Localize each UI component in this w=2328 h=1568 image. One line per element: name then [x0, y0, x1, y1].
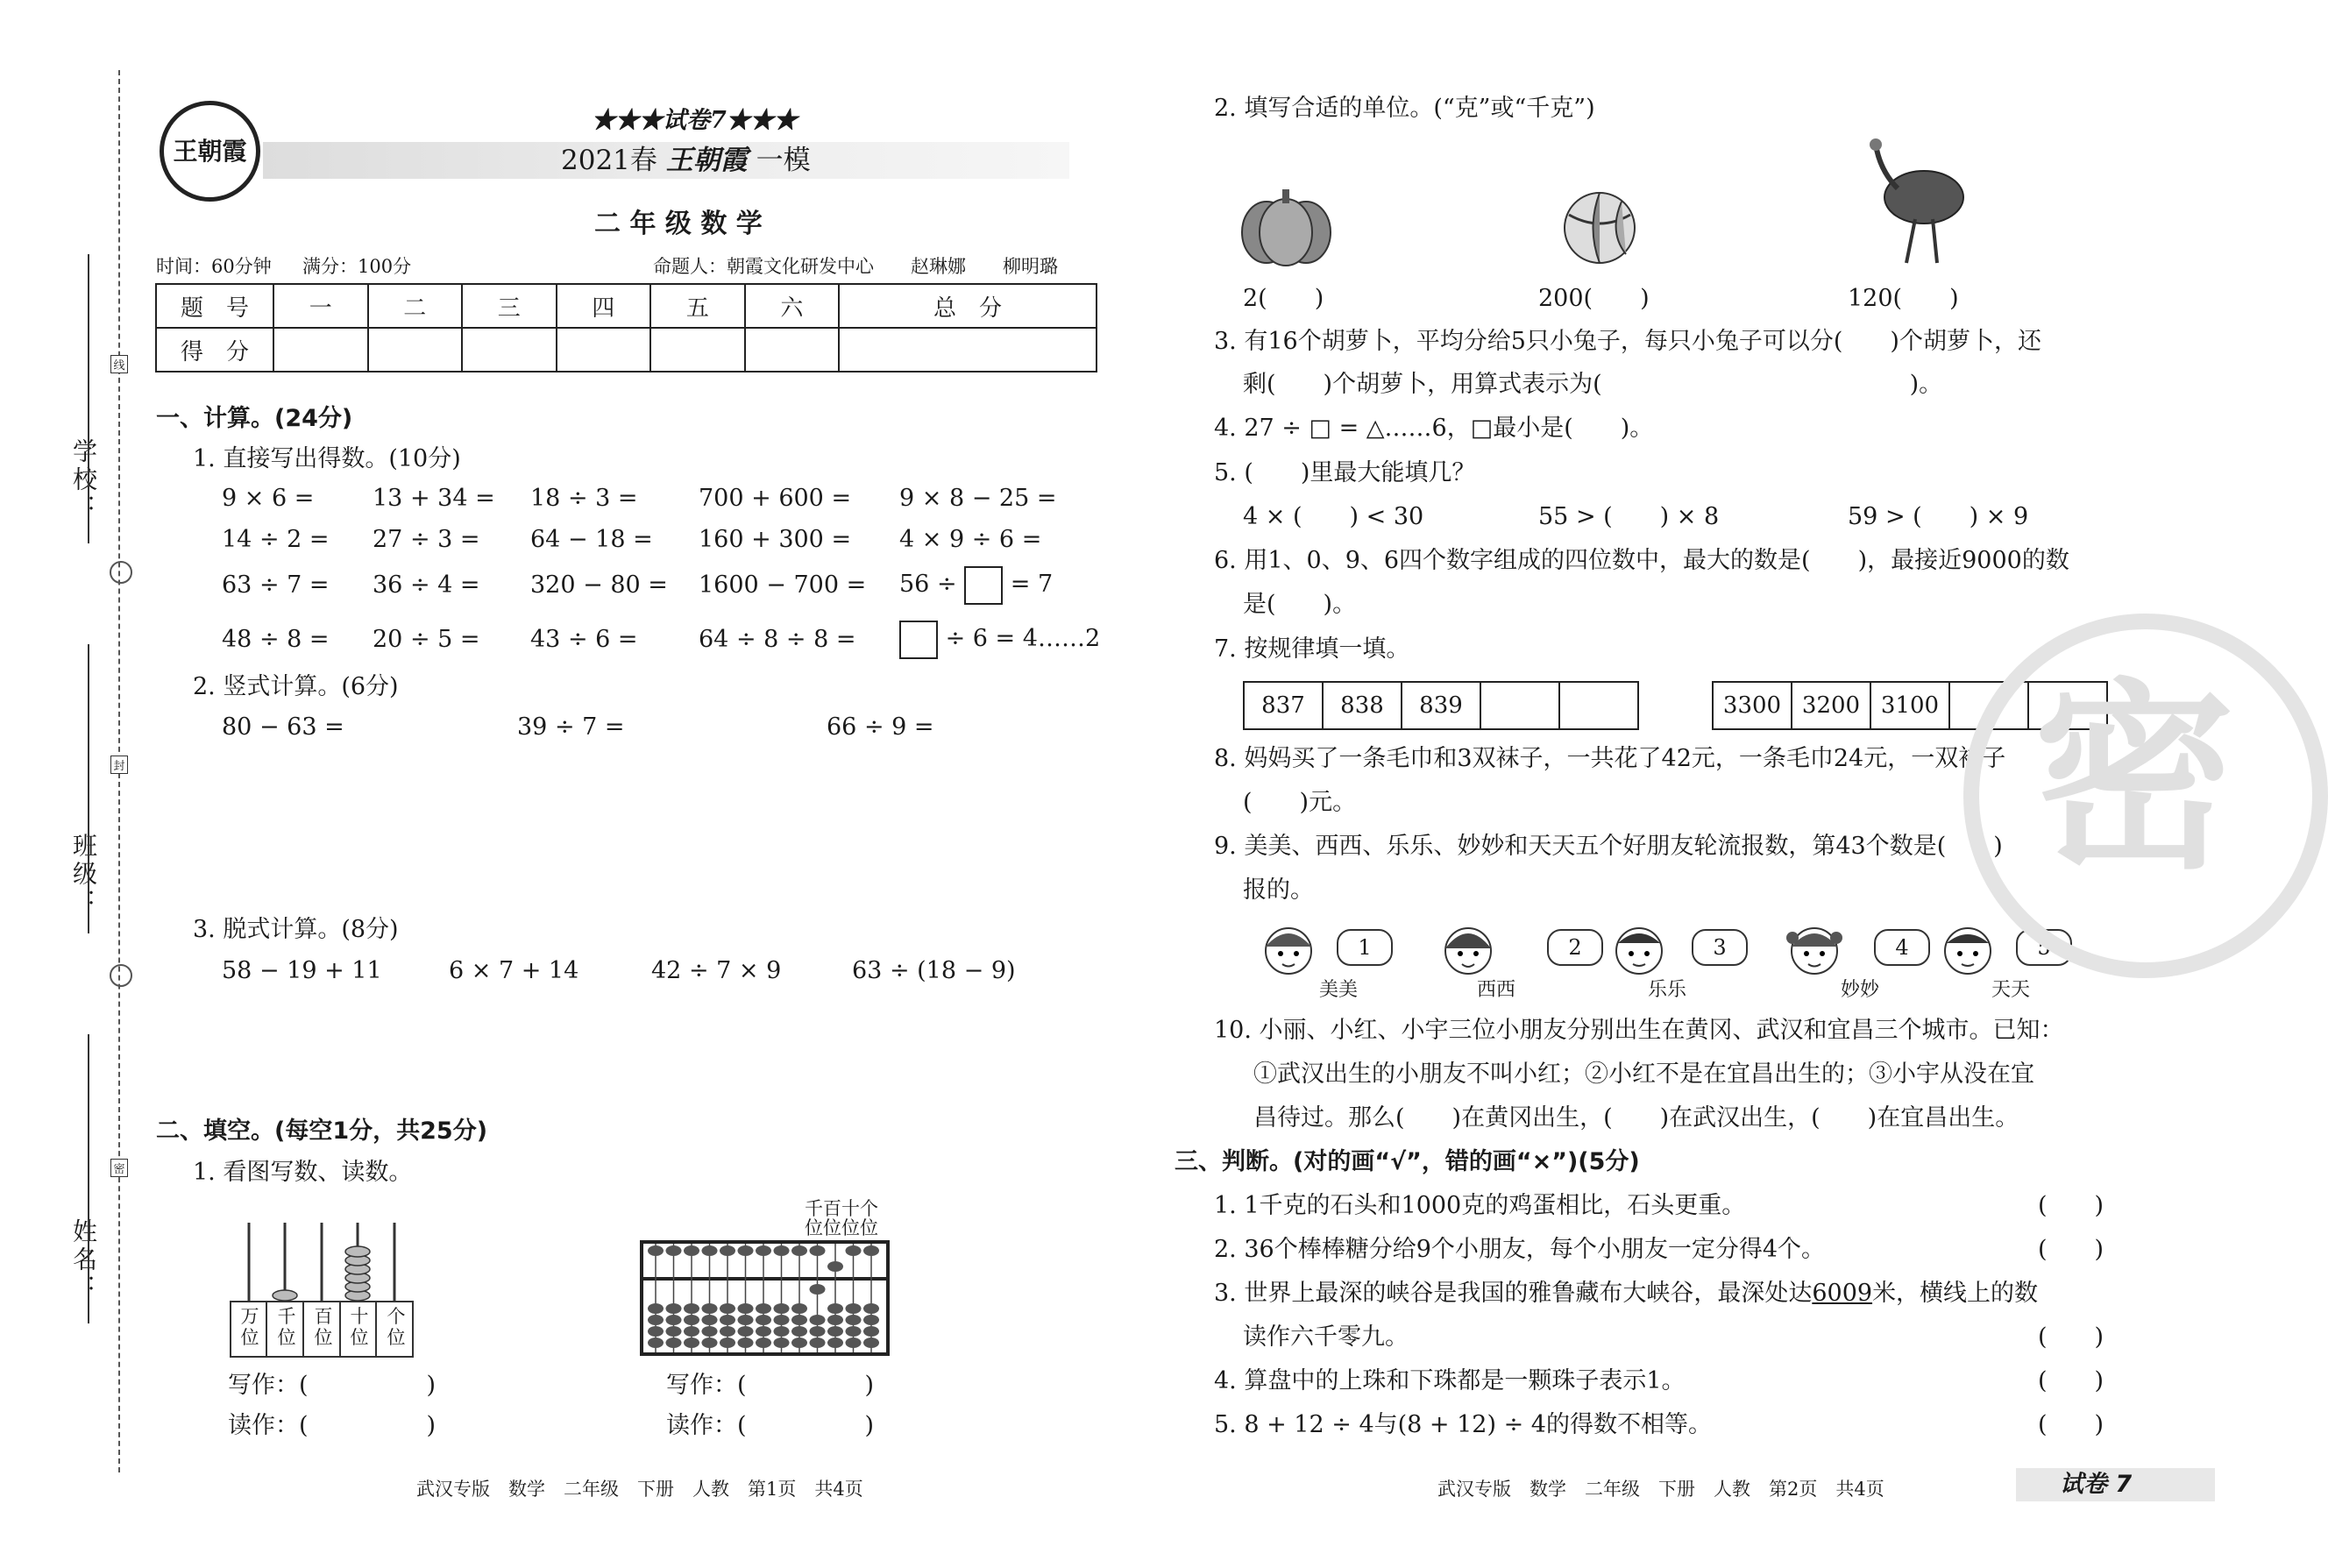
abacus-bead	[738, 1337, 754, 1348]
full-score: 满分：100分	[302, 256, 412, 277]
abacus-bead	[720, 1303, 735, 1314]
name-label: 姓名：	[69, 1218, 98, 1302]
kid-name: 妙妙	[1841, 979, 1880, 1001]
pumpkin-drawing	[1240, 184, 1332, 267]
exam-title	[561, 145, 811, 176]
abacus-bead	[756, 1337, 771, 1348]
compare-item: 55 > ( ) × 8	[1538, 503, 1720, 530]
binding-dot-2	[110, 964, 132, 987]
judge-item-3-tail: 米，横线上的数	[1872, 1280, 2039, 1307]
abacus-bead	[684, 1245, 699, 1256]
abacus-bead	[666, 1303, 682, 1314]
kid-name: 西西	[1477, 979, 1516, 1001]
abacus-bead	[666, 1326, 682, 1337]
abacus-bead	[720, 1326, 735, 1337]
sequence-blank[interactable]	[1480, 682, 1559, 729]
class-line	[88, 644, 89, 933]
abacus-bead	[863, 1303, 879, 1314]
calc-item: 64 ÷ 8 ÷ 8 =	[699, 626, 856, 653]
judge-answer-3[interactable]: ( )	[2038, 1323, 2104, 1351]
brand-logo	[160, 101, 260, 202]
abacus-bead	[774, 1315, 790, 1325]
footer-badge-text: 试卷 7	[2060, 1471, 2133, 1498]
calc-item: 43 ÷ 6 =	[530, 626, 638, 653]
calc-item: 64 − 18 =	[530, 526, 653, 553]
footer-right: 武汉专版 数学 二年级 下册 人教 第2页 共4页	[1437, 1479, 1884, 1500]
abacus-bead	[791, 1303, 807, 1314]
score-input-cell[interactable]	[650, 328, 745, 372]
school-label: 学校：	[69, 438, 98, 522]
sequence-cell: 3100	[1870, 682, 1949, 729]
section1-title: 一、计算。(24分)	[156, 405, 353, 432]
number-bubble: 1	[1337, 929, 1393, 966]
kid-name: 美美	[1319, 979, 1359, 1001]
s2-q6-line2: 是( )。	[1243, 591, 1357, 618]
vertical-calc-item: 39 ÷ 7 =	[517, 713, 625, 741]
s2-q8-line1: 8. 妈妈买了一条毛巾和3双袜子，一共花了42元，一条毛巾24元，一双袜子	[1214, 745, 2006, 772]
sequence-cell: 839	[1402, 682, 1480, 729]
place-label: 万 位	[240, 1306, 259, 1348]
abacus-drawing	[640, 1240, 890, 1356]
abacus-place-header: 千百十个	[805, 1198, 878, 1219]
abacus-bead	[846, 1337, 862, 1348]
abacus-bead	[810, 1337, 826, 1348]
abacus-bead	[756, 1326, 771, 1337]
abacus-bead	[648, 1315, 664, 1325]
number-bubble: 5	[2016, 929, 2072, 966]
brand-logo-text: 王朝霞	[173, 137, 247, 166]
number-bubble: 4	[1874, 929, 1930, 966]
judge-item-5: 5. 8 + 12 ÷ 4与(8 + 12) ÷ 4的得数不相等。	[1214, 1411, 1712, 1438]
abacus-bead	[738, 1245, 754, 1256]
score-input-cell[interactable]	[557, 328, 651, 372]
calc-item: 9 × 8 − 25 =	[899, 485, 1057, 512]
s2-q4: 4. 27 ÷ □ = △……6，□最小是( )。	[1214, 415, 1654, 442]
calc-item: 13 + 34 =	[373, 485, 495, 512]
exam-title-suffix: 一模	[756, 145, 811, 176]
abacus-bead	[810, 1245, 826, 1256]
ostrich-drawing	[1849, 136, 1972, 267]
class-label: 班级：	[69, 833, 98, 917]
read-field-1[interactable]: 读作：( )	[228, 1412, 436, 1439]
abacus-bead	[738, 1303, 754, 1314]
ball-image	[1560, 188, 1639, 271]
authors: 命题人：朝霞文化研发中心 赵琳娜 柳明璐	[653, 256, 1058, 277]
abacus-bead	[774, 1303, 790, 1314]
q3-title: 3. 脱式计算。(8分)	[193, 916, 399, 943]
abacus-bead	[738, 1326, 754, 1337]
kid-face-icon	[1258, 920, 1319, 990]
ostrich-image	[1849, 136, 1972, 271]
abacus-bead	[827, 1326, 843, 1337]
calc-item: 20 ÷ 5 =	[373, 626, 480, 653]
score-cell: 题 号	[156, 284, 273, 328]
name-line	[88, 1034, 89, 1323]
step-calc-item: 42 ÷ 7 × 9	[651, 957, 782, 984]
abacus-bead	[738, 1315, 754, 1325]
judge-item-2: 2. 36个棒棒糖分给9个小朋友，每个小朋友一定分得4个。	[1214, 1236, 1826, 1263]
kid-miaomiao	[1784, 920, 1845, 994]
calc-item: 27 ÷ 3 =	[373, 526, 480, 553]
calc-item: 36 ÷ 4 =	[373, 571, 480, 599]
judge-answer-4[interactable]: ( )	[2038, 1367, 2104, 1394]
binding-dot-1	[110, 561, 132, 584]
compare-item: 59 > ( ) × 9	[1848, 503, 2029, 530]
abacus-bead	[702, 1326, 718, 1337]
calc-item-text: ÷ 6 = 4……2	[945, 625, 1101, 652]
abacus-bead	[846, 1315, 862, 1325]
calc-item: 4 × 9 ÷ 6 =	[899, 526, 1042, 553]
abacus-bead	[774, 1326, 790, 1337]
abacus-place-header: 位位位位	[805, 1217, 878, 1238]
score-input-cell[interactable]	[462, 328, 557, 372]
abacus-bead	[720, 1315, 735, 1325]
s2-q10-line3: 昌待过。那么( )在黄冈出生，( )在武汉出生，( )在宜昌出生。	[1253, 1104, 2019, 1132]
abacus-bead	[827, 1303, 843, 1314]
abacus-bead	[791, 1337, 807, 1348]
abacus-bead	[810, 1284, 826, 1295]
s2-q7-title: 7. 按规律填一填。	[1214, 635, 1410, 663]
judge-item-3-text: 3. 世界上最深的峡谷是我国的雅鲁藏布大峡谷，最深处达	[1214, 1280, 1813, 1307]
calc-item: 9 × 6 =	[222, 485, 315, 512]
judge-item-3	[1214, 1280, 2038, 1308]
abacus-bead	[684, 1326, 699, 1337]
calc-item: 160 + 300 =	[699, 526, 852, 553]
abacus-bead	[684, 1315, 699, 1325]
kid-meimei	[1258, 920, 1319, 994]
judge-answer-5[interactable]: ( )	[2038, 1411, 2104, 1438]
calc-item: 18 ÷ 3 =	[530, 485, 638, 512]
abacus-bead	[791, 1245, 807, 1256]
sequence-cell: 838	[1323, 682, 1402, 729]
ball-drawing	[1560, 188, 1639, 267]
exam-title-prefix: 2021春	[561, 145, 657, 176]
s2-q8-line2: ( )元。	[1243, 789, 1357, 816]
abacus-bead	[702, 1303, 718, 1314]
pumpkin-image	[1240, 184, 1332, 271]
abacus-bead	[756, 1245, 771, 1256]
abacus-bead	[720, 1245, 735, 1256]
score-cell: 总 分	[839, 284, 1097, 328]
abacus-bead	[791, 1315, 807, 1325]
abacus-bead	[684, 1337, 699, 1348]
calc-item: 63 ÷ 7 =	[222, 571, 330, 599]
calc-item: 320 − 80 =	[530, 571, 668, 599]
place-label: 个 位	[387, 1306, 406, 1348]
s2-q1-title: 1. 看图写数、读数。	[193, 1159, 413, 1186]
abacus-bead	[774, 1245, 790, 1256]
kid-face-icon	[1937, 920, 1998, 990]
place-label: 十 位	[350, 1306, 369, 1348]
score-cell: 五	[650, 284, 745, 328]
abacus-bead	[863, 1315, 879, 1325]
s2-q5-title: 5. ( )里最大能填几？	[1214, 459, 1476, 486]
calc-item: 14 ÷ 2 =	[222, 526, 330, 553]
abacus-bead	[648, 1337, 664, 1348]
vertical-calc-item: 66 ÷ 9 =	[827, 713, 934, 741]
score-cell: 三	[462, 284, 557, 328]
school-line	[88, 254, 89, 543]
sequence-cell: 3200	[1792, 682, 1870, 729]
q1-title: 1. 直接写出得数。(10分)	[193, 445, 461, 472]
sequence-table-1	[1243, 681, 1639, 730]
abacus-bead	[648, 1303, 664, 1314]
judge-answer-1[interactable]: ( )	[2038, 1192, 2104, 1219]
step-calc-item: 6 × 7 + 14	[449, 957, 579, 984]
number-bubble: 2	[1547, 929, 1603, 966]
judge-item-3-line2: 读作六千零九。	[1243, 1323, 1409, 1351]
abacus-bead	[827, 1261, 843, 1272]
sequence-blank[interactable]	[1559, 682, 1638, 729]
answer-box[interactable]	[899, 621, 938, 659]
kid-name: 天天	[1991, 979, 2031, 1001]
abacus-bead	[846, 1303, 862, 1314]
score-input-cell[interactable]	[273, 328, 368, 372]
s2-q3-line1: 3. 有16个胡萝卜，平均分给5只小兔子，每只小兔子可以分( )个胡萝卜，还	[1214, 328, 2041, 355]
abacus-bead	[666, 1245, 682, 1256]
kid-face-icon	[1784, 920, 1845, 990]
calc-item: 700 + 600 =	[699, 485, 852, 512]
s2-q9-line1: 9. 美美、西西、乐乐、妙妙和天天五个好朋友轮流报数，第43个数是( )	[1214, 833, 2003, 860]
place-label: 百 位	[314, 1306, 333, 1348]
abacus-bead	[774, 1337, 790, 1348]
abacus-bead	[702, 1337, 718, 1348]
calc-item-box	[899, 620, 1100, 659]
abacus-bead	[827, 1337, 843, 1348]
binding-mark-secret: 密	[110, 1159, 128, 1177]
score-cell: 六	[745, 284, 840, 328]
calc-item-text: 56 ÷	[899, 571, 957, 598]
abacus-bead	[756, 1303, 771, 1314]
read-field-2[interactable]: 读作：( )	[666, 1412, 875, 1439]
score-cell: 一	[273, 284, 368, 328]
abacus-bead	[863, 1337, 879, 1348]
abacus-bead	[846, 1326, 862, 1337]
s2-q6-line1: 6. 用1、0、9、6四个数字组成的四位数中，最大的数是( )，最接近9000的数	[1214, 547, 2069, 574]
q2-title: 2. 竖式计算。(6分)	[193, 673, 399, 700]
abacus-bead	[810, 1326, 826, 1337]
time-limit: 时间：60分钟	[156, 256, 272, 277]
unit-item: 120( )	[1848, 285, 1959, 312]
footer-left: 武汉专版 数学 二年级 下册 人教 第1页 共4页	[416, 1479, 863, 1500]
judge-answer-2[interactable]: ( )	[2038, 1236, 2104, 1263]
abacus-bead	[666, 1315, 682, 1325]
score-cell: 四	[557, 284, 651, 328]
binding-mark-seal: 封	[110, 756, 128, 774]
sequence-cell: 837	[1244, 682, 1323, 729]
place-label: 千 位	[277, 1306, 296, 1348]
abacus	[640, 1240, 890, 1356]
vertical-calc-item: 80 − 63 =	[222, 713, 344, 741]
s2-q2-title: 2. 填写合适的单位。(“克”或“千克”)	[1214, 95, 1595, 122]
abacus-bead	[720, 1337, 735, 1348]
s2-q9-line2: 报的。	[1243, 876, 1314, 904]
abacus-bead	[846, 1245, 862, 1256]
abacus-bead	[791, 1326, 807, 1337]
score-input-cell[interactable]	[368, 328, 463, 372]
score-cell: 二	[368, 284, 463, 328]
calc-item-tail: = 7	[1010, 571, 1054, 598]
exam-number-label: ★★★试卷7★★★	[592, 107, 798, 134]
abacus-bead	[684, 1303, 699, 1314]
binding-mark-line: 线	[110, 355, 128, 373]
calc-item: 48 ÷ 8 =	[222, 626, 330, 653]
abacus-bead	[702, 1245, 718, 1256]
abacus-bead	[810, 1315, 826, 1325]
score-table-score-row	[156, 328, 1097, 372]
subject-title: 二 年 级 数 学	[594, 209, 763, 239]
compare-item: 4 × ( ) < 30	[1243, 503, 1424, 530]
write-field-2[interactable]: 写作：( )	[666, 1372, 875, 1399]
number-bubble: 3	[1692, 929, 1748, 966]
abacus-bead	[648, 1245, 664, 1256]
judge-item-4: 4. 算盘中的上珠和下珠都是一颗珠子表示1。	[1214, 1367, 1686, 1394]
s2-q10-line2: ①武汉出生的小朋友不叫小红；②小红不是在宜昌出生的；③小宇从没在宜	[1253, 1061, 2034, 1088]
abacus-bead	[666, 1337, 682, 1348]
kid-name: 乐乐	[1648, 979, 1687, 1001]
exam-title-brand: 王朝霞	[665, 145, 748, 176]
s2-q10-line1: 10. 小丽、小红、小宇三位小朋友分别出生在黄冈、武汉和宜昌三个城市。已知：	[1214, 1017, 2064, 1044]
unit-item: 2( )	[1243, 285, 1324, 312]
judge-item-3-number: 6009	[1812, 1280, 1873, 1307]
score-input-cell[interactable]	[839, 328, 1097, 372]
score-table-header-row	[156, 284, 1097, 328]
judge-item-1: 1. 1千克的石头和1000克的鸡蛋相比，石头更重。	[1214, 1192, 1746, 1219]
calc-item: 1600 − 700 =	[699, 571, 867, 599]
abacus-bead	[827, 1315, 843, 1325]
abacus-bead	[648, 1326, 664, 1337]
abacus-bead	[702, 1315, 718, 1325]
s2-q3-line2: 剩( )个胡萝卜，用算式表示为( )。	[1243, 371, 1943, 398]
section3-title: 三、判断。(对的画“√”，错的画“×”)(5分)	[1175, 1148, 1640, 1175]
section2-title: 二、填空。(每空1分，共25分)	[156, 1117, 488, 1145]
abacus-bead	[863, 1245, 879, 1256]
score-table	[155, 283, 1097, 372]
score-row-label: 得 分	[156, 328, 273, 372]
sequence-cell: 3300	[1713, 682, 1792, 729]
step-calc-item: 63 ÷ (18 − 9)	[852, 957, 1016, 984]
calc-item-box	[899, 565, 1053, 605]
step-calc-item: 58 − 19 + 11	[222, 957, 382, 984]
write-field-1[interactable]: 写作：( )	[228, 1372, 436, 1399]
answer-box[interactable]	[964, 566, 1003, 605]
score-input-cell[interactable]	[745, 328, 840, 372]
abacus-bead	[756, 1315, 771, 1325]
unit-item: 200( )	[1538, 285, 1650, 312]
kid-tiantian	[1937, 920, 1998, 994]
watermark-text: 密	[2033, 663, 2236, 897]
abacus-bead	[863, 1326, 879, 1337]
